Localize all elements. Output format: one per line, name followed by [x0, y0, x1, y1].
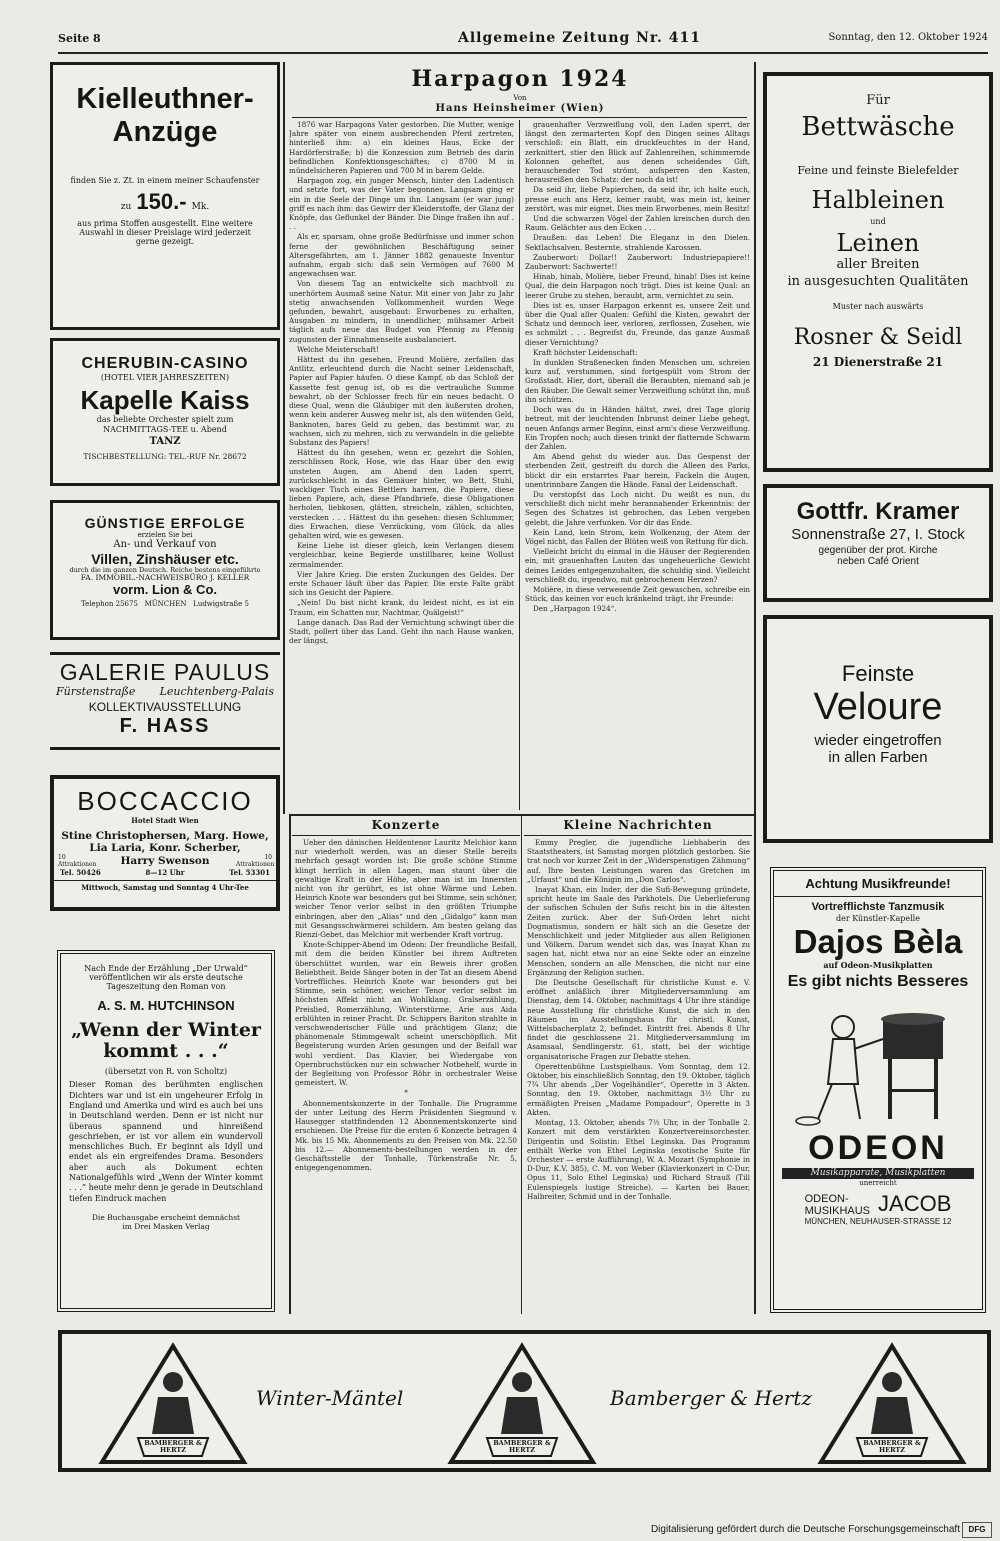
translator: (übersetzt von R. von Scholtz)	[104, 1067, 228, 1077]
divider	[54, 880, 276, 881]
ad-firm: Rosner & Seidl	[793, 324, 963, 350]
column-rule	[754, 62, 756, 814]
ad-dajos-bela-odeon	[770, 867, 986, 1313]
hours: 8—12 Uhr	[145, 868, 185, 878]
paragraph: Draußen: das Leben! Die Eleganz in den Dielen. Sektlachsalven. Besternte, strahlende Karossen.	[525, 233, 750, 252]
ad-text: Mittwoch, Samstag und Sonntag 4 Uhr-Tee	[81, 883, 249, 893]
paragraph: Abonnementskonzerte in der Tonhalle. Die Programme der unter Leitung des Herrn Präsidenten Siegmund v. Hausegger stattfindenden 12 Abonnementskonzerte sind erschienen. Die Preise für die ersten 6 Konzerte betragen 4 Mk. bis 15 Mk. Abonnements zu den Preisen von Mk. 22.50 bis 12.— Abonnements-bestellungen werden in der Geschäftsstelle der Tonhalle, Türkenstraße Nr. 5, entgegengenommen.	[295, 1098, 517, 1173]
column-divider	[521, 814, 522, 1314]
ad-text: und	[870, 217, 886, 227]
paragraph: Als er, sparsam, ohne große Bedürfnisse und immer schon ferne der gewöhnlichen Beschäftigung seiner Altersgefährten, am 1. Jänner 1882 genaueste Inventur aufnahm, ergab sich: daß sein Vermögen auf 7600 M angewachsen war.	[289, 232, 514, 279]
ad-title: Gottfr. Kramer	[796, 498, 960, 525]
column-rule	[283, 62, 285, 814]
dfg-logo: DFG	[962, 1522, 992, 1538]
paragraph: Lange danach. Das Rad der Vernichtung schwingt über die Stadt, pollert über das Land. Geht ihn nach Hause wanken, der längst,	[289, 617, 514, 646]
ad-title: Veloure	[813, 686, 943, 729]
ad-headline: Achtung Musikfreunde!	[805, 876, 951, 891]
ad-title: Kielleuthner-	[76, 83, 254, 115]
paragraph: Inayat Khan, ein Inder, der die Sufi-Bewegung gründete, spricht heute im Saale des Parkhotels. Die Ueberlieferung der sufischen Schulen der Sufis reicht bis in die ältesten Zeiten zurück. Aber der Sufi-Orden lehrt nicht Dogmatismus, sondern er hält sich an die Gesetze der Menschlichkeit und jeder Mitglieder aus allen Religionen und Völkern. Darum wendet sich das, was Inayat Khan zu sagen hat, nicht etwa nur an eine Sekte oder an einzelne Menschen, sondern an alle Menschen, die nicht nur eine Ergänzung der Religion suchen.	[527, 885, 750, 977]
logo-right	[817, 1342, 967, 1467]
ad-text: TISCHBESTELLUNG: TEL.-RUF Nr. 28672	[83, 452, 247, 462]
ad-gottfr-kramer	[763, 484, 993, 602]
ad-text: Muster nach auswärts	[832, 301, 924, 311]
ad-text: KOLLEKTIVAUSSTELLUNG	[88, 700, 242, 715]
ad-product: Leinen	[836, 229, 920, 258]
city: MÜNCHEN	[144, 599, 187, 608]
ad-text: Stine Christophersen, Marg. Howe,	[61, 829, 269, 842]
paragraph: Welche Meisterschaft!	[297, 344, 379, 354]
article-byline	[290, 94, 750, 102]
ad-store	[774, 1191, 982, 1217]
ad-artist: F. HASS	[119, 715, 211, 738]
logo-text: BAMBERGER & HERTZ	[144, 1439, 202, 1454]
logo-center	[447, 1342, 597, 1467]
ad-firm: Bamberger & Hertz	[610, 1386, 812, 1410]
ad-text: unerreicht	[859, 1178, 897, 1187]
novel-title: „Wenn der Winter	[71, 1018, 261, 1041]
ad-text: gerne gezeigt.	[135, 237, 195, 247]
paragraph: Doch was du in Händen hältst, zwei, drei Tage glorig betreut, mit der leuchtenden Inbrunst deiner Liebe gehegt, neuen Anfangs armer Beginn, einst arm's diese Verzweiflung. Ein Tropfen noch; auch diesen trinkt der flatternde Schwarm der Zahlen.	[525, 405, 750, 451]
performer: Harry Swenson	[120, 855, 210, 868]
price-prefix: zu	[120, 201, 132, 212]
novel-author: A. S. M. HUTCHINSON	[97, 997, 235, 1013]
paragraph: grauenhafter Verzweiflung voll, den Laden sperrt, der längst den zermarterten Kopf den Dingen seines Alltags verschloß: ein Blatt, ein druckfeuchtes in der Hand, zerknittert, stier den Blick auf Zahlenreihen, schimmernde Kolonnen geheftet, aus denen scheidendes Gift, berauschender Tod strömt, aufsperren den Kasten, herausreißen den Schatz: der noch da ist!	[525, 120, 750, 185]
ad-text: auf Odeon-Musikplatten	[823, 959, 933, 970]
paragraph: Keine Liebe ist dieser gleich, kein Verlangen diesem vergleichbar, keine Begierde unstillbarer, keine Wollust zermalmender.	[289, 541, 514, 569]
paragraph: Knote-Schipper-Abend im Odeon: Der freundliche Beifall, mit dem die beiden Künstler bei ihrem Auftreten überschüttet wurden, war ein Beweis ihrer großen Beliebtheit. Beide Sänger boten in der Tat an diesem Abend Vortreffliches. Heinrich Knote war besonders gut bei Stimme, sein schöner, weicher Tenor verlor selbst im höchsten Affekt nicht an Wohlklang. Gralserzählung, Preislied, Romerzählung, Winterstürme, Arie aus Aida erblühten in reiner Pracht. Dr. Schippers Bariton strahlte in verschwenderischer Fülle und prächtigem Glanz; die phänomenale Stimmgewalt scheint unerschöpflich. Mit Begeisterung wurden Arien gesungen und der Beifall war wohl verdient. Das Klavier, bei Wiedergabe von Opernbruchstücken nur ein schwacher Notbehelf, wurde in der Begleitung von Professor Röhr in orchestraler Weise gemeistert. W.	[295, 940, 517, 1088]
ad-text: in ausgesuchten Qualitäten	[787, 273, 969, 289]
paragraph: Dies ist es, unser Harpagon erkennt es, unsere Zeit und über die Qual aller Qualen: Gefühl die Kisten, gewahrt der Schatz und dennoch leer, verloren, zerflossen, Zusehen, wie es schmilzt . . . Begreifst du, Freunde, das ganze Ausmaß dieser Vernichtung?	[525, 300, 750, 347]
paragraph: Emmy Pregler, die jugendliche Liebhaberin des Staatstheaters, ist Samstag morgen plötzlich gestorben. Sie trat noch vor kurzer Zeit in der „Widerspenstigen Zähmung“ auf. Ihre besten Leistungen waren das Gretchen im „Urfaust“ und die Königin im „Don Carlos“.	[527, 838, 750, 884]
paragraph: Du verstopfst das Loch nicht. Du weißt es nun, du verschließt dich nicht mehr herannahender Erkenntnis: der Segen des Schatzes ist gebrochen, das Leben vergeben gelebt, die Jahre verfunken. Vor dir das Ende.	[525, 489, 750, 527]
logo-text: BAMBERGER & HERTZ	[863, 1439, 921, 1454]
ad-text: Musikapparate, Musikplatten	[782, 1168, 974, 1178]
ad-text: der Künstler-Kapelle	[836, 913, 920, 923]
ad-address: 21 Dienerstraße 21	[812, 355, 944, 370]
address: Ludwigstraße 5	[193, 599, 249, 608]
ad-text: TANZ	[149, 435, 181, 447]
ad-title: GÜNSTIGE ERFOLGE	[84, 515, 246, 531]
paragraph: „Nein! Du bist nicht krank, du leidest nicht, es ist ein Traum, ein Schatten nur, Nachtmar, Quälgeist!“	[289, 598, 514, 617]
paragraph: Von diesem Tag an entwickelte sich machtvoll zu unerhörtem Ausmaß seine Natur. Mit einer von Jahr zu Jahr stetig anwachsenden Vollkommenheit wurden Wege gefunden, bewahrt, ausgebaut: Erworbenes zu erhalten, Ausgaben zu mindern, in unendlicher, mühsamer Arbeit täglich aufs neue das Budget von Pfennig zu Pfennig zugunsten der Einnahmenseite ausbalanciert.	[289, 279, 514, 344]
column-rule	[289, 814, 291, 1314]
konzerte-body	[295, 838, 517, 1310]
gramophone-illustration	[788, 999, 968, 1129]
paragraph: Den „Harpagon 1924“.	[533, 604, 617, 614]
ad-kielleuthner	[50, 62, 280, 330]
divider	[774, 896, 982, 897]
ad-text: gegenüber der prot. Kirche	[818, 544, 938, 556]
ad-band: Kapelle Kaiss	[80, 384, 250, 415]
title-rule	[292, 835, 520, 836]
price-unit: Mk.	[191, 201, 210, 212]
paragraph: Und die schwarzen Vögel der Zahlen kreischen durch den Raum. Gelächter aus den Ecken . . .	[525, 214, 750, 233]
title-rule	[524, 835, 752, 836]
paragraph: Harpagon zog, ein junger Mensch, hinter den Ladentisch und setzte fort, was der Vater begonnen. Langsam ging er ein in die Seele der Dinge um ihn. Langsam (er war jung) griff es nach ihm: das Gewirr der Kleiderstoffe, der Glanz der Knöpfe, das Geflunkel der Bänder. Die Dinge fraßen ihn auf . . .	[289, 176, 514, 232]
paragraph: Operettenbühne Lustspielhaus. Vom Sonntag, dem 12. Oktober, bis einschließlich Sonntag, den 19. Oktober, täglich 7¾ Uhr abends „Der Vogelhändler“, Operette in 3 Akten. Sonntag, den 19. Oktober, nachmittags 3½ Uhr zu ermäßigten Preisen „Madame Pompadour“, Operette in 3 Akten.	[527, 1061, 750, 1117]
paragraph: Da seid ihr, liebe Papierchen, da seid ihr, ich halte euch, presse euch ans Herz, keiner raubt, was mein ist, keiner zerstört, was mir eignet. Dies mein Erworbenes, mein Besitz!	[525, 185, 750, 213]
price: 150.-	[136, 188, 187, 214]
ad-text: das beliebte Orchester spielt zum	[96, 415, 234, 425]
paragraph: Hinab, hinab, Molière, lieber Freund, hinab! Dies ist keine Qual, die dein Harpagon noch trägt. Dies ist keine Qual: an leerer Grube zu stehen, beraubt, arm, vernichtet zu sein.	[525, 272, 750, 300]
paragraph: *	[404, 1088, 408, 1098]
column-rule	[754, 814, 756, 1314]
street: Fürstenstraße	[56, 685, 136, 699]
paragraph: Hättest du ihn gesehen, wenn er, gezehrt die Sohlen, zerschlissen Rock, Hose, wie das Haar über den ewig unsteten Augen, am Abend den Laden sperrt, zurückschleicht in das Gemäuer hinter, wo Bett, Stuhl, wackliger Tisch eines Bettlers harren, die Papiere, diese lieben Papiere, ach, diese Pfandbriefe, diese Obligationen herholen, liebkosen, glätten, streicheln, zählen, schichten, verstecken . . . Hättest du ihn gesehen: diesen Schlummer, dies Erwachen, diese Verzückung, vom Glück, da alles gehalten wird, wie es gewesen.	[289, 448, 514, 540]
paragraph: Hättest du ihn gesehen, Freund Molière, zerfallen das Antlitz, erleuchtend durch die Nacht seiner Leidenschaft, Papier auf Papier häufen. O diese Kampf, ob das Schloß der Kassette fest genug ist, ob es die vertrauliche Summe bewahrt, ob der Schlosser frech für ein neues bedacht. O diese Qual, wenn die Gläubiger mit den äußersten drohen, wenn kein anderer Ausweg mehr ist, als den wütenden Geld, Banknoten, bares Geld zu geben, das bestimmt war, zu wachsen, sich zu mehren, sich zu verwandeln in die geliebte Substanz des Papiers!	[289, 355, 514, 447]
ad-bettwaesche	[763, 72, 993, 472]
paragraph: Montag, 13. Oktober, abends 7½ Uhr, in der Tonhalle 2. Konzert mit dem verstärkten Konzertvereinsorchester. Dirigentin und Solistin: Ethel Leginska. Das Programm enthält Werke von Ethel Leginska (exotische Suite für Orchester — erste Aufführung), W. A. Mozart (Symphonie in D-Dur, K.V. 385), C. M. von Weber (Klavierkonzert in C-Dur, Opus 11, Solo Ethel Leginska) und Richard Strauß (Till Eulenspiegels lustige Streiche). — Karten bei Bauer, Halbreiter, Schmid und in der Tonhalle.	[527, 1118, 750, 1201]
ad-address: MÜNCHEN, NEUHAUSER-STRASSE 12	[804, 1216, 952, 1226]
logo-left	[98, 1342, 248, 1467]
page-number: Seite 8	[58, 32, 101, 45]
article-column-1	[289, 120, 514, 810]
ad-text: aus prima Stoffen ausgestellt. Eine weitere	[77, 218, 253, 228]
novel-title: kommt . . .“	[103, 1040, 229, 1063]
ad-contact-line	[53, 600, 277, 608]
ad-address-line	[50, 685, 280, 698]
paragraph: Kein Land, kein Strom, kein Wolkenzug, der Atem der Vögel nicht, das Fallen der Blüten weiß von Rettung für dich.	[525, 527, 750, 546]
ad-text: im Drei Masken Verlag	[122, 1221, 210, 1231]
paragraph: Am Abend gehst du wieder aus. Das Gespenst der sterbenden Zeit, gestreift du durch die Alleen des Parks, blickt dir ein erstarrtes Paar herein, Fackeln die Augen, unentrinnbare Zangen die Hände. Fanal der Leidenschaft.	[525, 452, 750, 489]
article-column-2	[525, 120, 750, 810]
price-line	[53, 189, 277, 215]
paragraph: Vier Jahre Krieg. Die ersten Zuckungen des Geldes. Der erste Schauer läuft über das Papier. Die erste Falte gräbt sich ins Gesicht der Papiere.	[289, 569, 514, 598]
ad-slogan: Es gibt nichts Besseres	[787, 972, 969, 990]
page-header	[58, 30, 988, 54]
paragraph: Molière, in diese verwesende Zeit gewaschen, schreibe ein Stück, das keinen vor euch kränkelnd trägt, ihr Freunde:	[525, 584, 750, 604]
ad-title: CHERUBIN-CASINO	[81, 355, 249, 372]
attractions-right: 10 Attraktionen	[236, 854, 275, 869]
ad-title: Anzüge	[112, 116, 218, 149]
paragraph: Vielleicht bricht du einmal in die Häuser der Regierenden ein, mit grauenhaften Lauten das ungeheuerliche Gewicht deines Leides entgegenzuhalten, die schuldig sind. Vielleicht verschließt du, irgendwo, mit gebrochenem Herzen?	[525, 547, 750, 584]
ad-text: An- und Verkauf von	[113, 539, 217, 551]
ad-product: Halbleinen	[811, 186, 945, 215]
ad-text: veröffentlichen wir als erste deutsche	[89, 973, 243, 983]
ad-text: Tageszeitung den Roman von	[106, 982, 226, 992]
ad-address: Sonnenstraße 27, I. Stock	[791, 525, 965, 543]
digitization-footer	[0, 1519, 1000, 1541]
ad-body: Dieser Roman des berühmten englischen Dichters war und ist ein ungeheurer Erfolg in England und Amerika und wird es auch bei uns in Deutschland werden. Denn er ist nicht nur überaus spannend und hinreißend geschrieben, er ist vor allem ein wundervoll menschliches Buch. Er beginnt als Idyll und endet als ein ergreifendes Drama. Besonders aber auch als Dokument echten Nationalgefühls wird „Wenn der Winter kommt . . .“ heute mehr denn je gerade in Deutschland tiefen Eindruck machen	[69, 1080, 263, 1203]
store-prefix	[805, 1193, 870, 1217]
brand-odeon: ODEON	[808, 1129, 948, 1168]
ad-subtitle: Hotel Stadt Wien	[131, 815, 199, 825]
ad-phone-line	[54, 868, 276, 877]
paragraph: Die Deutsche Gesellschaft für christliche Kunst e. V. eröffnet anläßlich ihrer Mitgliederversammlung am Dienstag, dem 14. Oktober, nachmittags 4 Uhr ihre ständige neue Ausstellung für christliche Kunst, die sich in den Räumen im Ausstellungshaus für christl. Kunst, Wittelsbacherplatz 2, befindet. Eintritt frei. Abends 8 Uhr findet die geschlossene 21. Mitgliederversammlung im Asamsaal, Sendlingerstr. 61, statt, bei der wichtige organisatorische Fragen zur Debatte stehen.	[527, 978, 750, 1061]
logo-text: BAMBERGER & HERTZ	[493, 1439, 551, 1454]
ad-galerie-paulus	[50, 652, 280, 750]
ad-text: erzielen Sie bei	[137, 531, 193, 540]
ad-text: vorm. Lion & Co.	[113, 581, 217, 597]
column-divider	[519, 120, 520, 810]
store-line: MUSIKHAUS	[804, 1204, 871, 1217]
paragraph: Kraft höchster Leidenschaft:	[533, 347, 638, 357]
ad-text: Feine und feinste Bielefelder	[797, 163, 959, 177]
attractions-left: 10 Attraktionen	[58, 854, 97, 869]
article-author: Hans Heinsheimer (Wien)	[435, 103, 605, 114]
store-line: ODEON-	[804, 1192, 849, 1205]
ad-text: Auswahl in dieser Preislage wird jederzeit	[79, 228, 251, 238]
ad-text: Für	[866, 93, 890, 108]
ad-text: Nach Ende der Erzählung „Der Urwald“	[84, 964, 248, 973]
ad-text: Vortrefflichste Tanzmusik	[811, 900, 945, 913]
issue-date: Sonntag, den 12. Oktober 1924	[828, 32, 988, 43]
ad-text: durch die im ganzen Deutsch. Reiche bestens eingeführte	[69, 565, 261, 574]
byline-prefix: Von	[513, 94, 527, 102]
ad-title: GALERIE PAULUS	[59, 659, 271, 685]
phone-1: Tel. 50426	[60, 868, 101, 878]
ad-subtitle: (HOTEL VIER JAHRESZEITEN)	[100, 373, 230, 383]
paragraph: Zauberwort: Dollar!! Zauberwort: Industriepapiere!! Zauberwort: Sachwerte!!	[525, 252, 750, 272]
ad-boccaccio	[50, 775, 280, 911]
article-title: Harpagon 1924	[411, 66, 629, 92]
ad-attractions-line	[54, 854, 276, 868]
ad-product: Winter-Mäntel	[256, 1386, 404, 1410]
ad-text: Lia Laria, Konr. Scherber,	[89, 842, 241, 854]
ad-hutchinson-novel	[57, 950, 275, 1312]
paragraph: 1876 war Harpagons Vater gestorben. Die Mutter, wenige Jahre später von einem ausbrechenden Pferd zertreten, hinterließ ihm: a) ein kleines Haus, Ecke der Hardörferstraße; b) die Konzession zum Betrieb des darin befindlichen Konfektionsgeschäftes; c) 8700 M in mündelsicheren Papieren und 700 M in barem Gelde.	[289, 120, 514, 176]
ad-title: BOCCACCIO	[77, 786, 253, 816]
section-title-nachrichten: Kleine Nachrichten	[563, 818, 713, 832]
ad-text: in allen Farben	[828, 749, 928, 767]
ad-text: FA. IMMOBIL.-NACHWEISBÜRO J. KELLER	[80, 573, 250, 583]
paragraph: Ueber den dänischen Heldentenor Lauritz Melchior kann nur wiederholt werden, was an dieser Stelle bereits mehrfach gesagt worden ist: Die große schöne Stimme klingt herrlich in allen Lagen, man staunt über die gewaltige Kraft in der Höhe, aber man ist im Innersten nicht von ihr gerührt, es ist ohne Wärme und Leben. Heinrich Knote war besonders gut bei Stimme, sein schöner, weicher Tenor verlor selbst in den größten Triumphe einbringen, aber den „Alias“ und den „Gidalgo“ kann man mit Gesangsschwärmerei schildern. Am besten gelang das Rienzi-Gebet, das Melchior mit werbender Kraft vortrug.	[295, 838, 517, 940]
ad-title: Bettwäsche	[801, 111, 955, 142]
ad-cherubin-casino	[50, 338, 280, 486]
ad-text: Villen, Zinshäuser etc.	[91, 550, 239, 567]
section-title-konzerte: Konzerte	[371, 818, 441, 832]
venue: Leuchtenberg-Palais	[159, 685, 274, 699]
paragraph: In dunklen Straßenecken finden Menschen um, schreien kurz auf, verstummen, sind fortgespült vom Strom der Großstadt. Hier, dort, überall die Beraubten, niemand sah je den Räuber. Die Gewalt seiner Verzweiflung schützt ihn, muß ihn schützen.	[525, 358, 750, 404]
footer-text: Digitalisierung gefördert durch die Deutsche Forschungsgemeinschaft	[650, 1524, 960, 1535]
ad-text: wieder eingetroffen	[814, 731, 942, 749]
store-name: JACOB	[878, 1190, 952, 1216]
ad-text: finden Sie z. Zt. in einem meiner Schaufenster	[70, 175, 260, 185]
phone-2: Tel. 53301	[229, 868, 270, 878]
ad-text: neben Café Orient	[837, 556, 919, 568]
phone: Telephon 25675	[81, 599, 138, 608]
ad-bamberger-hertz	[58, 1330, 991, 1472]
newspaper-title: Allgemeine Zeitung Nr. 411	[458, 30, 701, 46]
ad-text: aller Breiten	[836, 256, 920, 272]
title-rule	[292, 117, 747, 118]
nachrichten-body	[527, 838, 750, 1310]
ad-guenstige-erfolge	[50, 500, 280, 640]
ad-title: Dajos Bèla	[793, 922, 963, 960]
ad-veloure	[763, 615, 993, 843]
ad-text: Die Buchausgabe erscheint demnächst	[91, 1212, 241, 1222]
ad-text: Feinste	[841, 661, 915, 686]
ad-text: NACHMITTAGS-TEE u. Abend	[103, 424, 227, 434]
